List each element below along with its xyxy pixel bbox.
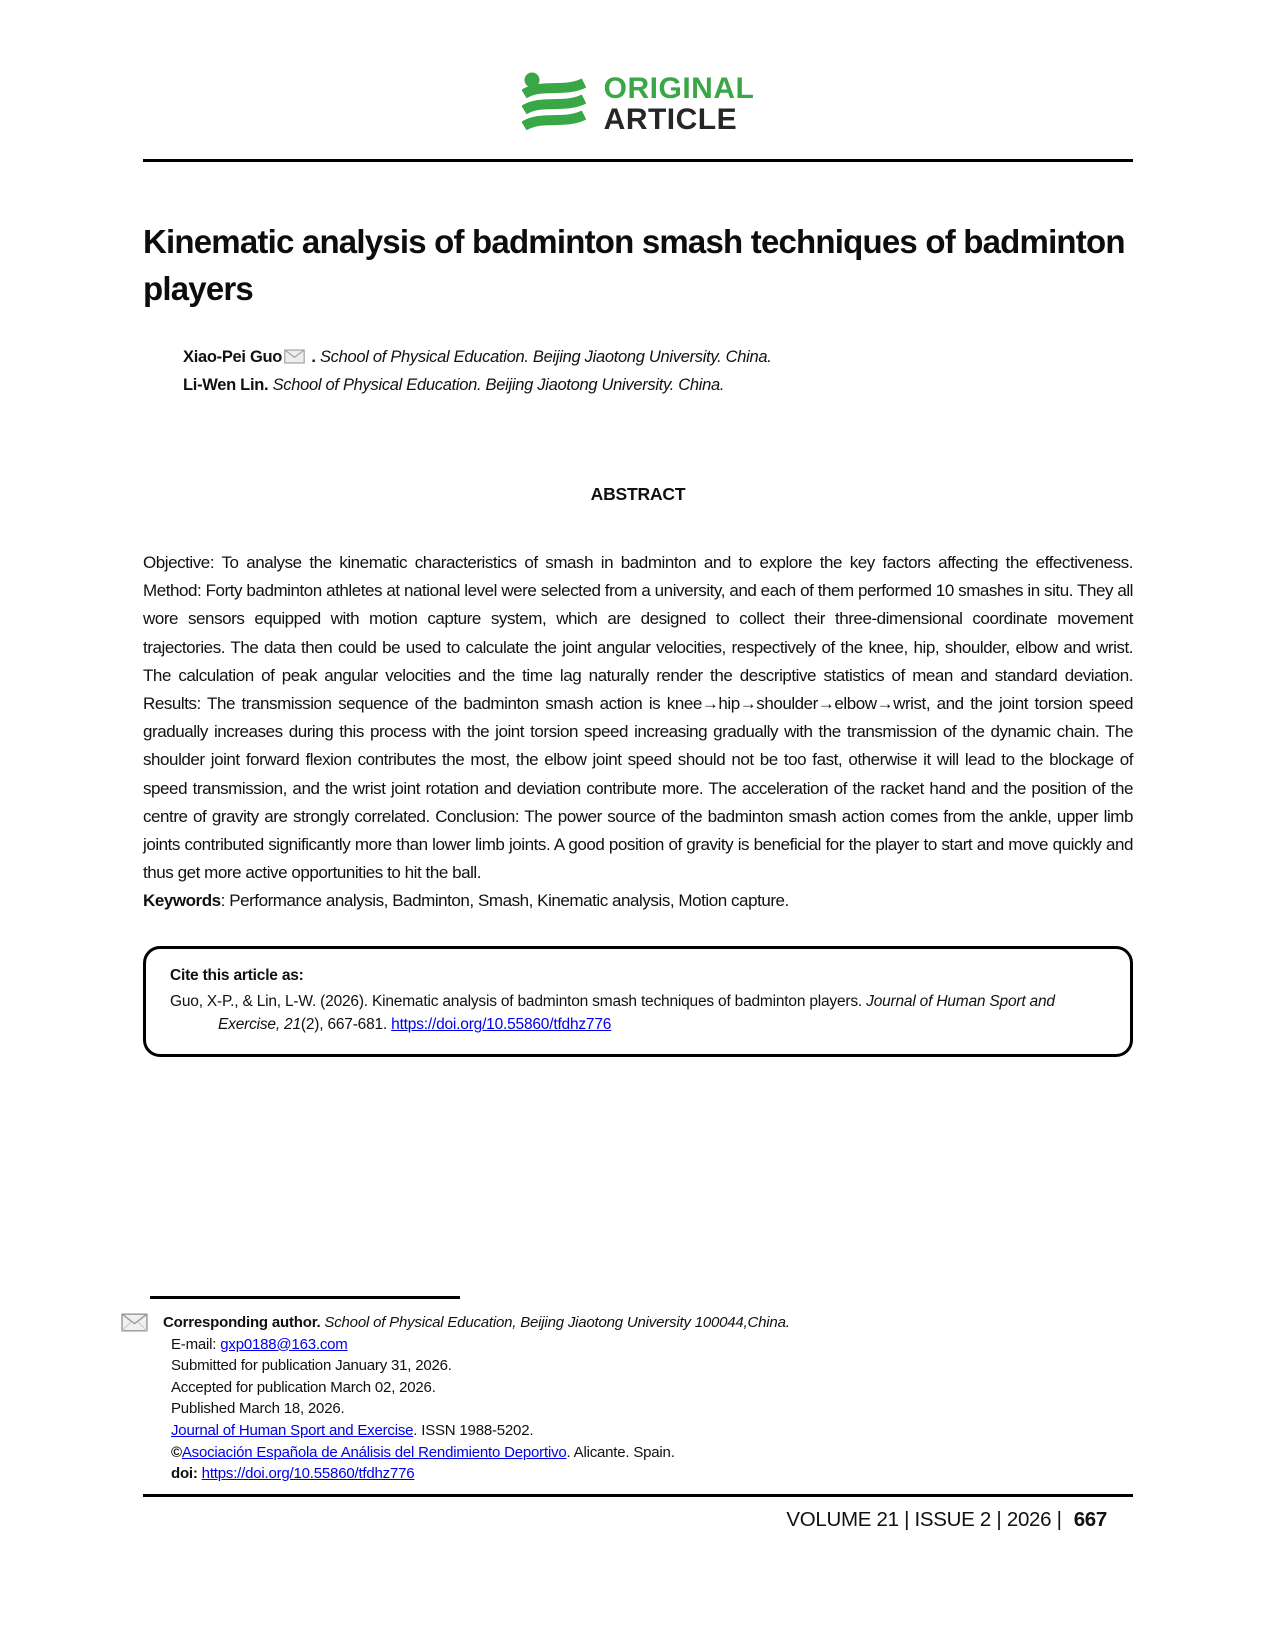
corresponding-author-label: Corresponding author.: [163, 1314, 321, 1331]
masthead: [143, 0, 1133, 135]
email-label: E-mail:: [171, 1335, 221, 1353]
author-line-2: [183, 372, 1133, 398]
association-link[interactable]: Asociación Española de Análisis del Rendimiento Deportivo: [181, 1443, 567, 1461]
badge-line-original: ORIGINAL: [603, 71, 755, 105]
header-divider: [143, 159, 1133, 162]
journal-line: [171, 1420, 1133, 1442]
author-affiliation: School of Physical Education. Beijing Jiaotong University. China.: [319, 348, 772, 366]
footnote-block: [143, 1312, 1133, 1485]
keywords-text: : Performance analysis, Badminton, Smash, Kinematic analysis, Motion capture.: [220, 891, 789, 911]
page-footer: [143, 1494, 1133, 1532]
author-separator: .: [264, 376, 273, 394]
journal-link[interactable]: Journal of Human Sport and Exercise: [171, 1421, 414, 1439]
volume-issue-text: VOLUME 21 | ISSUE 2 | 2026 |: [786, 1508, 1062, 1531]
email-link[interactable]: gxp0188@163.com: [220, 1335, 348, 1353]
published-line: Published March 18, 2026.: [171, 1400, 345, 1418]
cite-text-start: Guo, X-P., & Lin, L-W. (2026). Kinematic analysis of badminton smash techniques of badminton players.: [170, 992, 867, 1010]
abstract-heading: ABSTRACT: [590, 484, 686, 504]
copyright-symbol: ©: [171, 1443, 182, 1461]
corresponding-envelope-icon: [121, 1313, 148, 1339]
keywords-label: Keywords: [143, 891, 221, 911]
association-line: [171, 1442, 1133, 1464]
keywords-line: [143, 887, 1133, 915]
doi-line: [171, 1463, 1133, 1485]
author-line-1: [183, 344, 1133, 372]
author-separator: .: [307, 348, 320, 366]
accepted-line: Accepted for publication March 02, 2026.: [171, 1378, 436, 1396]
page-number: 667: [1073, 1508, 1107, 1531]
authors-block: [183, 344, 1133, 398]
journal-logo-icon: [522, 72, 586, 135]
corresponding-author-line: [163, 1312, 1133, 1334]
cite-doi-link[interactable]: https://doi.org/10.55860/tfdhz776: [391, 1015, 612, 1033]
cite-box: [143, 946, 1133, 1057]
email-envelope-icon[interactable]: [284, 346, 305, 372]
footnote-divider: [150, 1296, 460, 1299]
doi-link[interactable]: https://doi.org/10.55860/tfdhz776: [201, 1465, 415, 1483]
journal-issn: . ISSN 1988-5202.: [413, 1421, 534, 1439]
doi-label: doi:: [171, 1465, 198, 1483]
cite-journal-italic: Journal of Human Sport and Exercise, 21: [218, 992, 1055, 1033]
corresponding-author-affiliation: School of Physical Education, Beijing Jiaotong University 100044,China.: [320, 1314, 790, 1331]
abstract-body: Objective: To analyse the kinematic characteristics of smash in badminton and to explore the key factors affecting the effectiveness. Method: Forty badminton athletes at national level were selected from a university, and each of them performed 10 smashes in situ. They all wore sensors equipped with motion capture system, which are designed to collect their three-dimensional coordinate movement trajectories. The data then could be used to calculate the joint angular velocities, respectively of the knee, hip, shoulder, elbow and wrist. The calculation of peak angular velocities and the time lag naturally render the descriptive statistics of mean and standard deviation. Results: The transmission sequence of the badminton smash action is knee→hip→shoulder→elbow→wrist, and the joint torsion speed gradually increases during this process with the joint torsion speed increasing gradually with the transmission of the dynamic chain. The shoulder joint forward flexion contributes the most, the elbow joint speed should not be too fast, otherwise it will lead to the blockage of speed transmission, and the wrist joint rotation and deviation contribute more. The acceleration of the racket hand and the position of the centre of gravity are strongly correlated. Conclusion: The power source of the badminton smash action comes from the ankle, upper limb joints contributed significantly more than lower limb joints. A good position of gravity is beneficial for the player to start and move quickly and thus get more active opportunities to hit the ball.: [143, 553, 1133, 883]
cite-text-after: (2), 667-681.: [300, 1015, 392, 1033]
cite-text: [170, 990, 1106, 1036]
author-affiliation: School of Physical Education. Beijing Jiaotong University. China.: [272, 376, 725, 394]
badge-line-article: ARTICLE: [603, 102, 738, 136]
author-name: Xiao-Pei Guo: [183, 348, 283, 366]
article-type-badge: [604, 73, 755, 135]
cite-heading: Cite this article as:: [170, 966, 304, 984]
author-name: Li-Wen Lin: [183, 376, 265, 394]
submitted-line: Submitted for publication January 31, 2026.: [171, 1357, 452, 1375]
footnote-section: [143, 1296, 1133, 1485]
page-title: Kinematic analysis of badminton smash techniques of badminton players: [143, 223, 1125, 307]
email-line: [171, 1334, 1133, 1356]
association-location: . Alicante. Spain.: [566, 1443, 675, 1461]
